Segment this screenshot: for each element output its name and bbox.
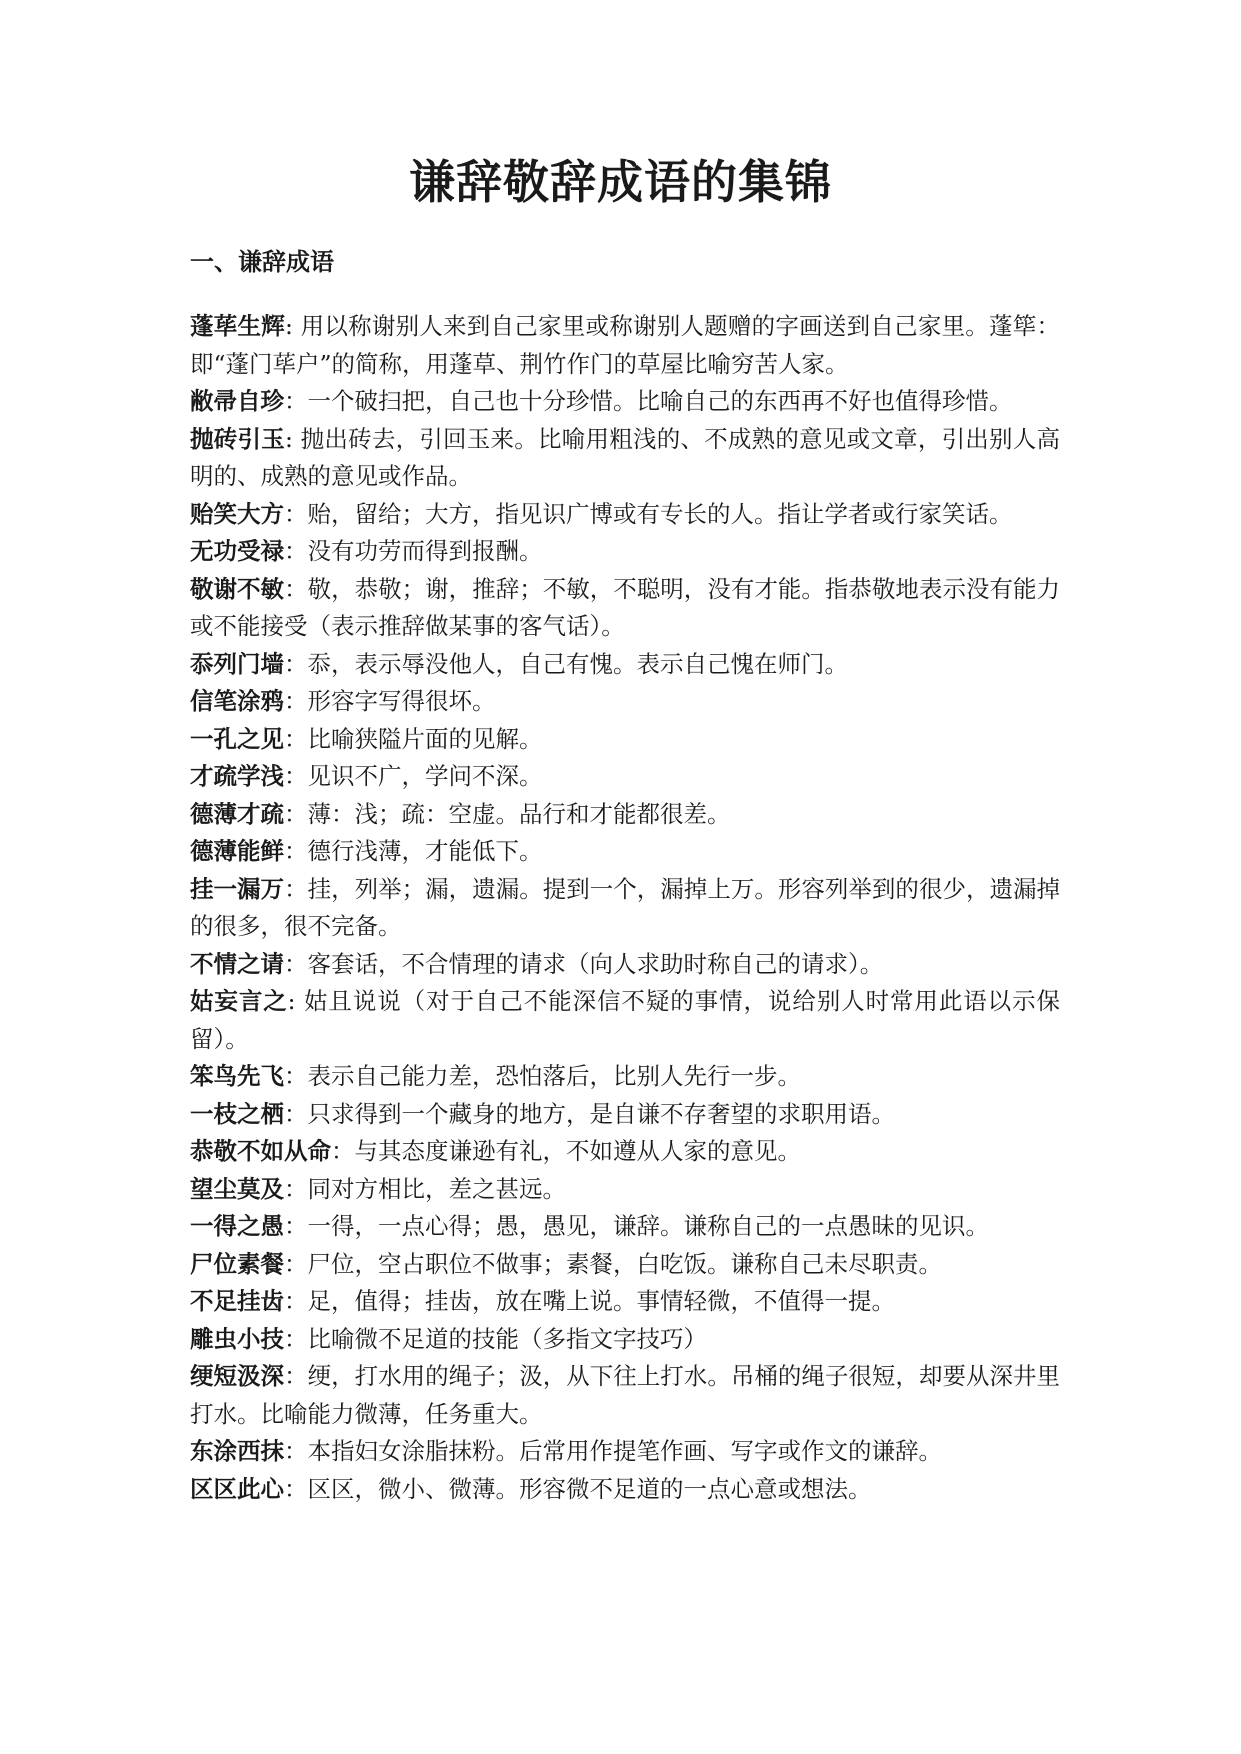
- idiom-term: 挂一漏万: [190, 874, 285, 903]
- idiom-entry: [190, 796, 1060, 834]
- idiom-separator: ：: [284, 1062, 308, 1090]
- idiom-definition: 一个破扫把，自己也十分珍惜。比喻自己的东西再不好也值得珍惜。: [307, 387, 1013, 415]
- idiom-definition: 德行浅薄，才能低下。: [307, 837, 543, 865]
- idiom-definition: 没有功劳而得到报酬。: [307, 537, 543, 565]
- idiom-separator: ：: [284, 1474, 308, 1503]
- idiom-entry: [190, 308, 1060, 383]
- idiom-definition: 姑且说说（对于自己不能深信不疑的事情，说给别人时常用此语以示保留）。: [190, 987, 1061, 1053]
- idiom-separator: ：: [284, 1437, 308, 1465]
- idiom-entry: [190, 421, 1060, 496]
- idiom-separator: ：: [284, 649, 308, 678]
- idiom-list: [190, 308, 1060, 1508]
- idiom-term: 雕虫小技: [190, 1324, 284, 1353]
- idiom-entry: [190, 1283, 1060, 1321]
- idiom-definition: 尸位，空占职位不做事；素餐，白吃饭。谦称自己未尽职责。: [307, 1249, 942, 1278]
- idiom-entry: [190, 871, 1060, 946]
- idiom-separator: ：: [284, 1324, 308, 1353]
- idiom-entry: [190, 758, 1060, 796]
- idiom-entry: [190, 1058, 1060, 1096]
- idiom-entry: [190, 983, 1060, 1058]
- idiom-separator: ：: [284, 499, 308, 528]
- idiom-term: 东涂西抹: [190, 1437, 284, 1465]
- idiom-definition: 区区，微小、微薄。形容微不足道的一点心意或想法。: [307, 1474, 872, 1503]
- idiom-definition: 忝，表示辱没他人，自己有愧。表示自己愧在师门。: [307, 649, 848, 678]
- idiom-definition: 比喻狭隘片面的见解。: [307, 724, 543, 753]
- idiom-entry: [190, 833, 1060, 871]
- idiom-term: 德薄才疏: [190, 799, 284, 828]
- idiom-entry: [190, 1096, 1060, 1134]
- idiom-definition: 比喻微不足道的技能（多指文字技巧）: [307, 1324, 707, 1353]
- idiom-entry: [190, 1171, 1060, 1209]
- idiom-entry: [190, 496, 1060, 534]
- idiom-separator: ：: [284, 1249, 308, 1278]
- idiom-separator: ：: [284, 799, 308, 828]
- idiom-definition: 本指妇女涂脂抹粉。后常用作提笔作画、写字或作文的谦辞。: [307, 1437, 942, 1465]
- idiom-separator: ：: [284, 387, 308, 415]
- idiom-entry: [190, 1433, 1060, 1471]
- idiom-entry: [190, 1358, 1060, 1433]
- idiom-term: 区区此心: [190, 1474, 284, 1503]
- idiom-term: 姑妄言之: [190, 987, 288, 1015]
- idiom-term: 才疏学浅: [190, 762, 284, 790]
- idiom-separator: ：: [284, 1287, 308, 1315]
- idiom-definition: 形容字写得很坏。: [307, 687, 496, 715]
- idiom-term: 一孔之见: [190, 724, 284, 753]
- idiom-term: 一枝之栖: [190, 1099, 284, 1128]
- idiom-entry: [190, 946, 1060, 984]
- idiom-entry: [190, 646, 1060, 684]
- idiom-term: 不足挂齿: [190, 1287, 284, 1315]
- idiom-separator: ：: [284, 762, 308, 790]
- idiom-separator: ：: [284, 1174, 308, 1203]
- idiom-definition: 敬，恭敬；谢，推辞；不敏，不聪明，没有才能。指恭敬地表示没有能力或不能接受（表示推辞做某事的客气话）。: [190, 574, 1061, 640]
- idiom-separator: :: [284, 312, 301, 340]
- idiom-term: 一得之愚: [190, 1212, 284, 1240]
- idiom-entry: [190, 721, 1060, 759]
- idiom-separator: ：: [284, 874, 308, 903]
- idiom-entry: [190, 1133, 1060, 1171]
- idiom-entry: [190, 1471, 1060, 1509]
- idiom-entry: [190, 383, 1060, 421]
- idiom-term: 笨鸟先飞: [190, 1062, 284, 1090]
- idiom-entry: [190, 683, 1060, 721]
- idiom-definition: 与其态度谦逊有礼，不如遵从人家的意见。: [354, 1137, 801, 1165]
- document-title: 谦辞敬辞成语的集锦: [409, 155, 832, 209]
- idiom-term: 绠短汲深: [190, 1362, 285, 1390]
- idiom-term: 敝帚自珍: [190, 387, 284, 415]
- idiom-entry: [190, 1246, 1060, 1284]
- idiom-separator: :: [284, 424, 301, 453]
- idiom-definition: 抛出砖去，引回玉来。比喻用粗浅的、不成熟的意见或文章，引出别人高明的、成熟的意见或作品。: [190, 424, 1061, 490]
- section-heading: 一、谦辞成语: [190, 247, 334, 276]
- idiom-term: 不情之请: [190, 949, 284, 978]
- idiom-term: 望尘莫及: [190, 1174, 284, 1203]
- idiom-definition: 用以称谢别人来到自己家里或称谢别人题赠的字画送到自己家里。蓬筚：即“蓬门荜户”的简称，用蓬草、荆竹作门的草屋比喻穷苦人家。: [190, 312, 1061, 378]
- idiom-term: 信笔涂鸦: [190, 687, 284, 715]
- idiom-term: 忝列门墙: [190, 649, 284, 678]
- idiom-definition: 足，值得；挂齿，放在嘴上说。事情轻微，不值得一提。: [307, 1287, 895, 1315]
- idiom-separator: ：: [284, 1099, 308, 1128]
- idiom-term: 抛砖引玉: [190, 424, 285, 453]
- idiom-definition: 见识不广，学问不深。: [307, 762, 543, 790]
- idiom-entry: [190, 1208, 1060, 1246]
- idiom-term: 恭敬不如从命: [190, 1137, 331, 1165]
- idiom-separator: ：: [284, 724, 308, 753]
- idiom-term: 尸位素餐: [190, 1249, 284, 1278]
- idiom-definition: 同对方相比，差之甚远。: [307, 1174, 566, 1203]
- idiom-definition: 挂，列举；漏，遗漏。提到一个，漏掉上万。形容列举到的很少，遗漏掉的很多，很不完备。: [190, 874, 1061, 940]
- idiom-separator: ：: [284, 837, 308, 865]
- idiom-term: 无功受禄: [190, 537, 284, 565]
- idiom-term: 贻笑大方: [190, 499, 284, 528]
- idiom-entry: [190, 1321, 1060, 1359]
- idiom-definition: 只求得到一个藏身的地方，是自谦不存奢望的求职用语。: [307, 1099, 895, 1128]
- idiom-definition: 一得，一点心得；愚，愚见，谦辞。谦称自己的一点愚昧的见识。: [307, 1212, 989, 1240]
- idiom-definition: 客套话，不合情理的请求（向人求助时称自己的请求）。: [307, 949, 884, 978]
- idiom-separator: :: [287, 987, 304, 1015]
- idiom-entry: [190, 571, 1060, 646]
- idiom-separator: ：: [331, 1137, 355, 1165]
- idiom-definition: 表示自己能力差，恐怕落后，比别人先行一步。: [307, 1062, 801, 1090]
- idiom-separator: ：: [284, 1362, 308, 1390]
- idiom-separator: ：: [284, 949, 308, 978]
- idiom-definition: 贻，留给；大方，指见识广博或有专长的人。指让学者或行家笑话。: [307, 499, 1013, 528]
- idiom-separator: ：: [284, 1212, 308, 1240]
- idiom-term: 敬谢不敏: [190, 574, 285, 603]
- idiom-separator: ：: [284, 537, 308, 565]
- idiom-term: 德薄能鲜: [190, 837, 284, 865]
- idiom-term: 蓬荜生辉: [190, 312, 285, 340]
- idiom-separator: ：: [284, 574, 308, 603]
- idiom-definition: 薄：浅；疏：空虚。品行和才能都很差。: [307, 799, 731, 828]
- idiom-entry: [190, 533, 1060, 571]
- idiom-separator: ：: [284, 687, 308, 715]
- idiom-definition: 绠，打水用的绳子；汲，从下往上打水。吊桶的绳子很短，却要从深井里打水。比喻能力微薄，任务重大。: [190, 1362, 1061, 1428]
